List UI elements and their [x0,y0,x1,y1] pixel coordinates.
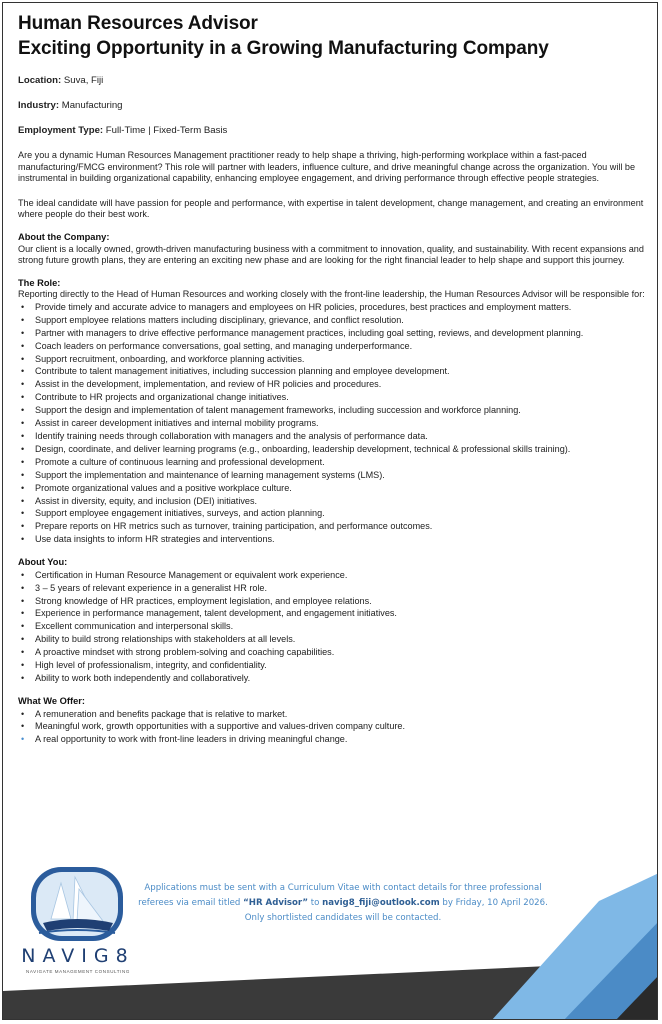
role-list-item: • Support recruitment, onboarding, and workforce planning activities. [18,353,645,366]
about-you-list-item: • Excellent communication and interpersonal skills. [18,620,645,633]
location-value: Suva, Fiji [63,75,104,86]
role-list-item: • Support the design and implementation of talent management frameworks, including succession and workforce planning. [18,404,645,417]
title-line-1: Human Resources Advisor [18,13,258,34]
role-section-text: Reporting directly to the Head of Human Resources and working closely with the front-line leadership, the Human Resources Advisor will be responsible for: [18,289,645,300]
application-instructions [125,881,561,926]
company-section-text: Our client is a locally owned, growth-driven manufacturing business with a commitment to innovation, quality, and sustainability. With recent expansions and strong future growth plans, they are entering an exciting new phase and are looking for the right financial leader to help shape and support this journey. [18,243,644,266]
ad-content [18,11,645,746]
contact-email-link[interactable]: navig8_fiji@outlook.com [322,898,440,908]
role-list-item: • Provide timely and accurate advice to managers and employees on HR policies, procedures, best practices and employment matters. [18,301,645,314]
role-list-item: • Assist in career development initiatives and internal mobility programs. [18,417,645,430]
title-line-2: Exciting Opportunity in a Growing Manufacturing Company [18,38,549,59]
industry-row [18,100,645,112]
about-you-list-item: • 3 – 5 years of relevant experience in a generalist HR role. [18,582,645,595]
about-you-section-title: About You: [18,557,68,568]
about-you-list-item: • Certification in Human Resource Management or equivalent work experience. [18,569,645,582]
offer-list-item: • A remuneration and benefits package that is relative to market. [18,708,645,721]
page-title [18,11,645,61]
about-you-list-item: • Ability to build strong relationships with stakeholders at all levels. [18,633,645,646]
brand-name: NAVIG8 [21,945,135,967]
industry-value: Manufacturing [61,100,123,111]
role-list-item: • Contribute to talent management initiatives, including succession planning and employee development. [18,365,645,378]
role-list-item: • Support the implementation and maintenance of learning management systems (LMS). [18,469,645,482]
about-you-list-item: • Experience in performance management, talent development, and engagement initiatives. [18,607,645,620]
role-section-title: The Role: [18,277,61,288]
about-you-list-item: • A proactive mindset with strong problem-solving and coaching capabilities. [18,646,645,659]
offer-list-item: • Meaningful work, growth opportunities with a supportive and values-driven company culture. [18,720,645,733]
apply-line-2-start: referees via email titled [138,898,241,908]
role-list-item: • Contribute to HR projects and organizational change initiatives. [18,391,645,404]
apply-line-2 [125,896,561,911]
role-list-item: • Use data insights to inform HR strategies and interventions. [18,533,645,546]
sailboat-logo-icon [17,863,137,951]
offer-list-item: • A real opportunity to work with front-line leaders in driving meaningful change. [18,733,645,746]
about-you-list-item: • Strong knowledge of HR practices, employment legislation, and employee relations. [18,595,645,608]
role-list-item: • Partner with managers to drive effective performance management practices, including goal setting, reviews, and development planning. [18,327,645,340]
offer-list [18,708,645,747]
role-list-item: • Design, coordinate, and deliver learning programs (e.g., onboarding, leadership development, technical & professional skills training). [18,443,645,456]
apply-line-3: Only shortlisted candidates will be contacted. [244,913,442,923]
role-list-item: • Prepare reports on HR metrics such as turnover, training participation, and performance outcomes. [18,520,645,533]
role-list-item: • Support employee engagement initiatives, surveys, and action planning. [18,507,645,520]
employment-type-row [18,125,645,137]
location-row [18,75,645,87]
about-you-list-item: • Ability to work both independently and collaboratively. [18,672,645,685]
company-section-title: About the Company: [18,231,110,242]
apply-deadline: by Friday, 10 April 2026. [442,898,548,908]
employment-type-value: Full-Time | Fixed-Term Basis [105,125,228,136]
role-list-item: • Assist in the development, implementation, and review of HR policies and procedures. [18,378,645,391]
role-list-item: • Coach leaders on performance conversations, goal setting, and managing underperformance. [18,340,645,353]
role-list-item: • Promote a culture of continuous learning and professional development. [18,456,645,469]
offer-section-title: What We Offer: [18,695,85,706]
about-you-list [18,569,645,685]
brand-tagline: NAVIGATE MANAGEMENT CONSULTING [26,969,130,974]
role-list-item: • Identify training needs through collaboration with managers and the analysis of performance data. [18,430,645,443]
about-you-list-item: • High level of professionalism, integrity, and confidentiality. [18,659,645,672]
intro-paragraph-2: The ideal candidate will have passion for people and performance, with expertise in talent development, change management, and creating an environment where people do their best work. [18,197,644,220]
location-label: Location: [18,75,62,86]
role-responsibilities-list [18,301,645,546]
employment-type-label: Employment Type: [18,125,104,136]
email-subject-title: “HR Advisor” [243,898,308,908]
job-ad-page [2,2,658,1020]
apply-line-2-to: to [310,898,320,908]
footer-banner [3,843,658,1020]
industry-label: Industry: [18,100,60,111]
role-list-item: • Promote organizational values and a positive workplace culture. [18,482,645,495]
intro-paragraph-1: Are you a dynamic Human Resources Management practitioner ready to help shape a thriving, high-performing workplace within a fast-paced manufacturing/FMCG environment? This role will partner with leaders, influence culture, and drive meaningful change across the organization. You will be instrumental in building organizational capability, enhancing employee engagement, and driving performance through effective people strategies. [18,150,636,184]
role-list-item: • Support employee relations matters including disciplinary, grievance, and conflict resolution. [18,314,645,327]
apply-line-1: Applications must be sent with a Curriculum Vitae with contact details for three professional [144,883,542,893]
role-list-item: • Assist in diversity, equity, and inclusion (DEI) initiatives. [18,495,645,508]
